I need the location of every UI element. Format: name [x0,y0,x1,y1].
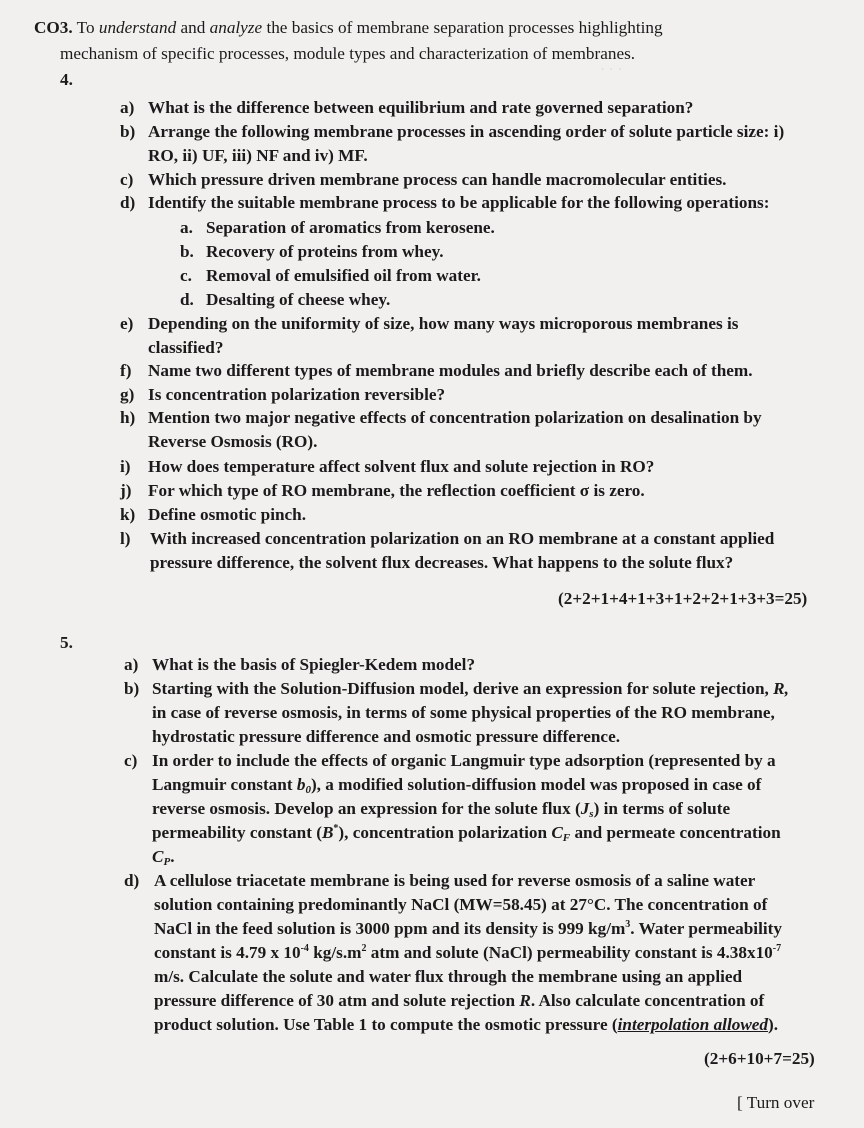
co3-heading: CO3. To understand and analyze the basics of membrane separation processes highlighting [34,18,663,37]
exam-page: · · · CO3. To understand and analyze the basics of membrane separation processes highlighting mechanism of specific processes, module types and characterization of membranes. 4. a) What is the difference between equilibrium and rate governed separation? b) Arrange the following membrane processes in ascending order of solute particle size: i) RO, ii) UF, iii) NF and iv) MF. c) Which pressure driven membrane process can handle macromolecular entities. d) Identify the suitable membrane process to be applicable for the following operations: a. Separation of aromatics from kerosene. b. Recovery of proteins from whey. c. Removal of emulsified oil from water. d. Desalting of cheese whey. e) Depending on the uniformity of size, how many ways microporous membranes is classified? f) Name two different types of membrane modules and briefly describe each of them. g) Is concentration polarization reversible? h) Mention two major negative effects of concentration polarization on desalination by Reverse Osmosis (RO). i) How does temperature affect solvent flux and solute rejection in RO? j) For which type of RO membrane, the reflection coefficient σ is zero. k) Define osmotic pinch. l) With increased concentration polarization on an RO membrane at a constant applied pressure difference, the solvent flux decreases. What happens to the solute flux? (2+2+1+4+1+3+1+2+2+1+3+3=25) 5. a) What is the basis of Spiegler-Kedem model? b) Starting with the Solution-Diffusion model, derive an expression for solute rejection, R, in case of reverse osmosis, in terms of some physical properties of the RO membrane, hydrostatic pressure difference and osmotic pressure difference. c) In order to include the effects of organic Langmuir type adsorption (represented by a Langmuir constant $b_0$), a modified solution-diffusion model was proposed in case of reverse osmosis. Develop an expression for the solute flux $(J_s)$ in terms of solute permeability constant (B*), concentration polarization $C_F$ and permeate concentration $C_P$. d) A cellulose triacetate membrane is being used for reverse osmosis of a saline water solution containing predominantly NaCl (MW=58.45) at 27°C. The concentration of NaCl in the feed solution is 3000 ppm and its density is 999 $kg/m^3$. Water permeability constant is 4.79 x $10^{-4}$ $kg/s.m^2$ atm and solute (NaCl) permeability constant is $4.38x10^{-7}$ m/s. Calculate the solute and water flux through the membrane using an applied pressure difference of 30 atm and solute rejection R. Also calculate concentration of product solution. Use Table 1 to compute the osmotic pressure (interpolation allowed). (2+6+10+7=25) [ Turn over [34,18,815,1112]
co3-code: CO3. [34,18,73,37]
question-4-number: 4. [60,70,73,89]
q5-marks: (2+6+10+7=25) [704,1049,815,1068]
co3-heading-line2: mechanism of specific processes, module types and characterization of membranes. [60,44,636,63]
question-5-number: 5. [60,633,73,652]
bleed-through-text: · · · [600,62,623,78]
turn-over-note: [ Turn over [737,1093,815,1112]
q4-marks: (2+2+1+4+1+3+1+2+2+1+3+3=25) [558,589,808,608]
